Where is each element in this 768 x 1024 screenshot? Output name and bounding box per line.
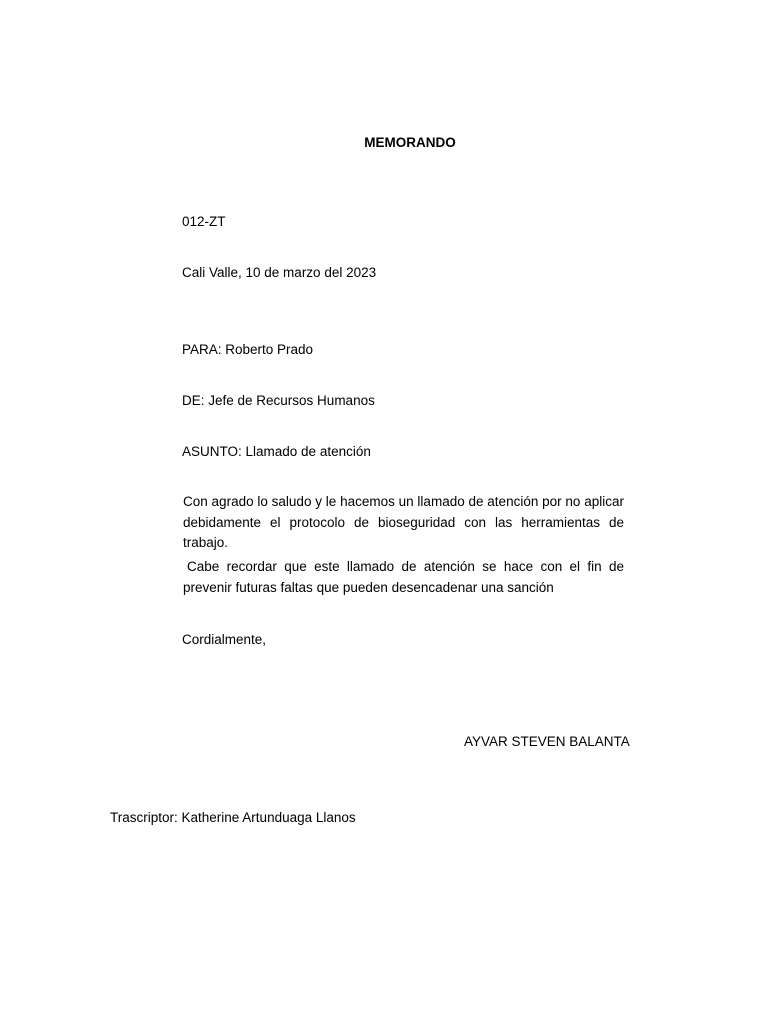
signature-name: AYVAR STEVEN BALANTA [464,734,630,749]
sender-line: DE: Jefe de Recursos Humanos [182,393,375,408]
recipient-line: PARA: Roberto Prado [182,342,314,357]
body-paragraph-1: Con agrado lo saludo y le hacemos un llamado de atención por no aplicar debidamente el protocolo de bioseguridad con las herramientas de trabajo. [183,494,624,550]
closing: Cordialmente, [182,632,267,647]
subject-line: ASUNTO: Llamado de atención [182,444,371,459]
transcriber-line: Trascriptor: Katherine Artunduaga Llanos [110,810,356,825]
body-paragraph-2: Cabe recordar que este llamado de atención se hace con el fin de prevenir futuras faltas que pueden desencadenar una sanción [183,559,624,595]
memo-title: MEMORANDO [364,135,456,150]
place-date: Cali Valle, 10 de marzo del 2023 [182,265,377,280]
memo-code: 012-ZT [182,214,226,229]
